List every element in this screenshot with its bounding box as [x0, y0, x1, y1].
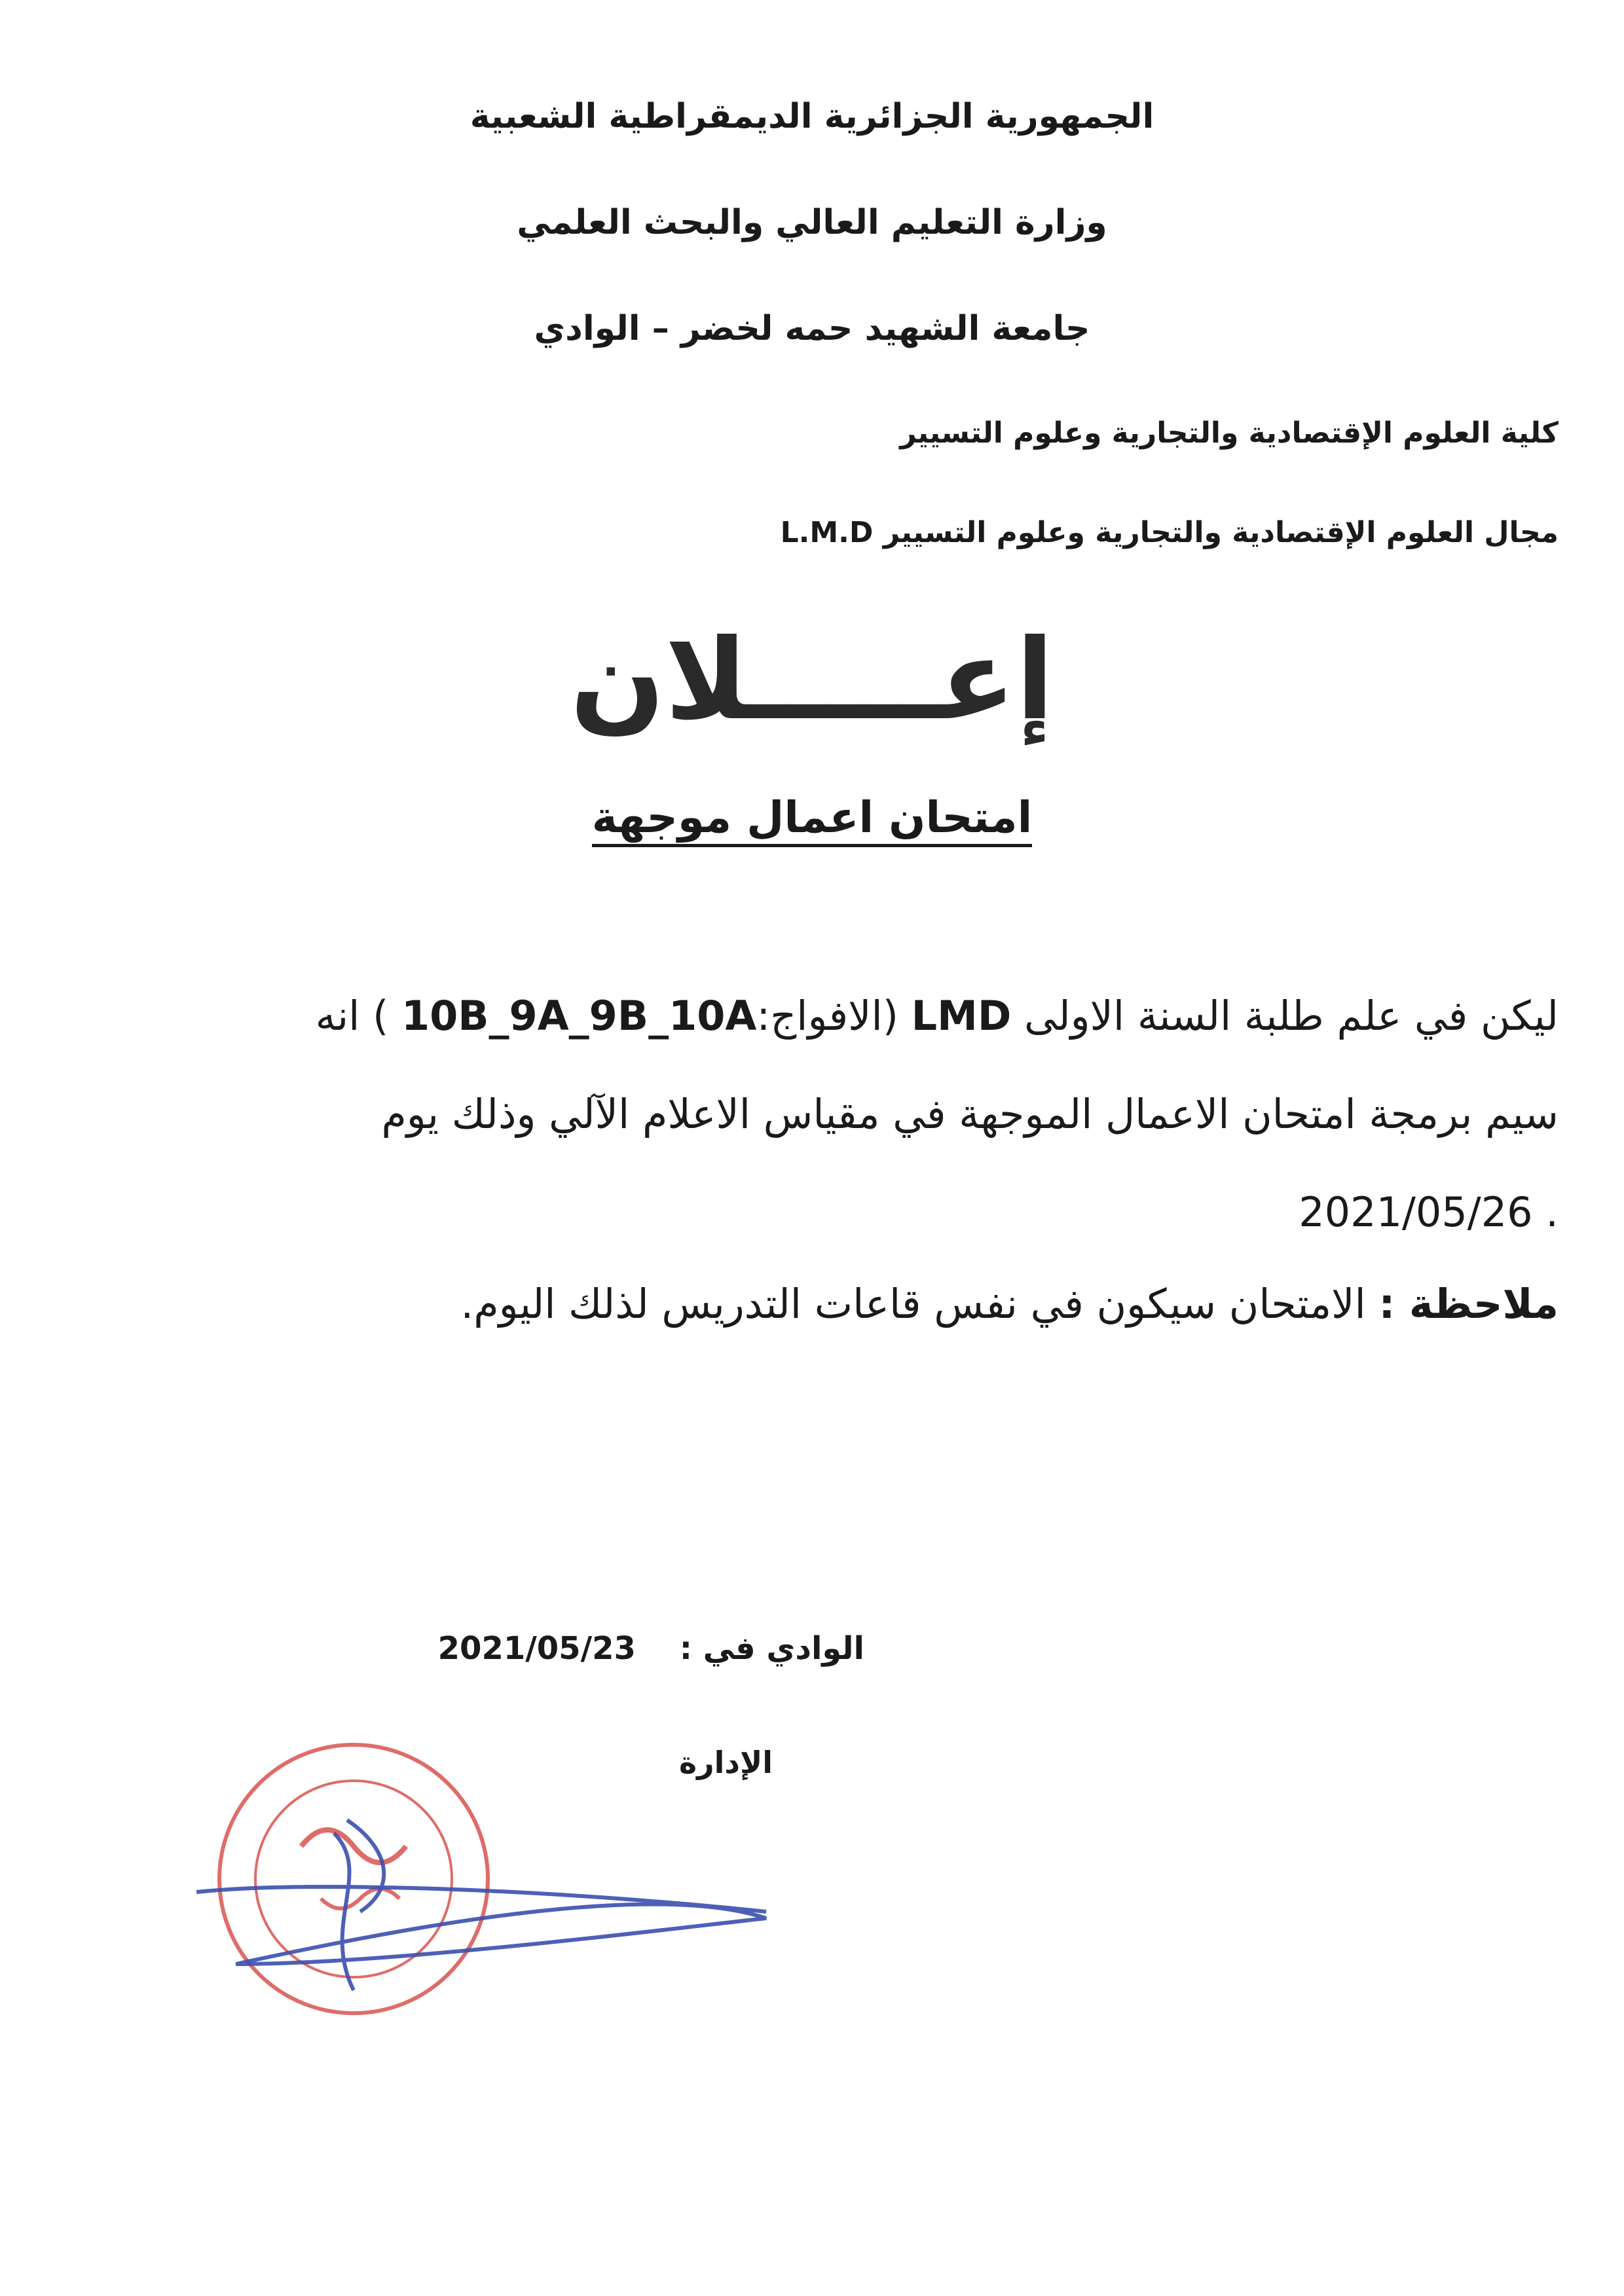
- p1-end: ) انه: [315, 992, 389, 1040]
- date-line: [437, 1630, 864, 1667]
- country-header: الجمهورية الجزائرية الديمقراطية الشعبية: [470, 97, 1154, 136]
- p1-lmd: LMD: [911, 992, 1012, 1040]
- body-paragraph-2: سيم برمجة امتحان الاعمال الموجهة في مقياس الاعلام الآلي وذلك يوم: [381, 1090, 1559, 1138]
- signature-scribble: [196, 1820, 766, 1990]
- announcement-subtitle: [0, 792, 1624, 843]
- body-paragraph-1: [316, 992, 1559, 1040]
- p1-groups: 10B_9A_9B_10A: [401, 992, 757, 1040]
- note-label: ملاحظة :: [1378, 1280, 1559, 1328]
- note-text: الامتحان سيكون في نفس قاعات التدريس لذلك اليوم.: [460, 1280, 1366, 1328]
- body-paragraph-3: [1299, 1188, 1559, 1236]
- faculty-header: كلية العلوم الإقتصادية والتجارية وعلوم التسيير: [900, 416, 1559, 450]
- note-paragraph: [460, 1280, 1559, 1328]
- university-header: جامعة الشهيد حمه لخضر – الوادي: [534, 309, 1090, 348]
- p1-groups-label: (الافواج:: [756, 992, 898, 1040]
- exam-date: 2021/05/26 .: [1299, 1188, 1559, 1236]
- p1-start: ليكن في علم طلبة السنة الاولى: [1024, 992, 1559, 1040]
- ministry-header: وزارة التعليم العالي والبحث العلمي: [517, 203, 1107, 242]
- place-label: الوادي في :: [679, 1630, 864, 1667]
- domain-header: مجال العلوم الإقتصادية والتجارية وعلوم التسيير L.M.D: [780, 516, 1559, 549]
- official-stamp: [190, 1715, 779, 2056]
- subtitle-text: امتحان اعمال موجهة: [592, 792, 1032, 847]
- stamp-seal: [219, 1745, 488, 2013]
- announcement-title: إعـــــلان: [570, 615, 1054, 745]
- signatory: الإدارة: [678, 1745, 773, 1780]
- signed-date: 2021/05/23: [437, 1630, 636, 1667]
